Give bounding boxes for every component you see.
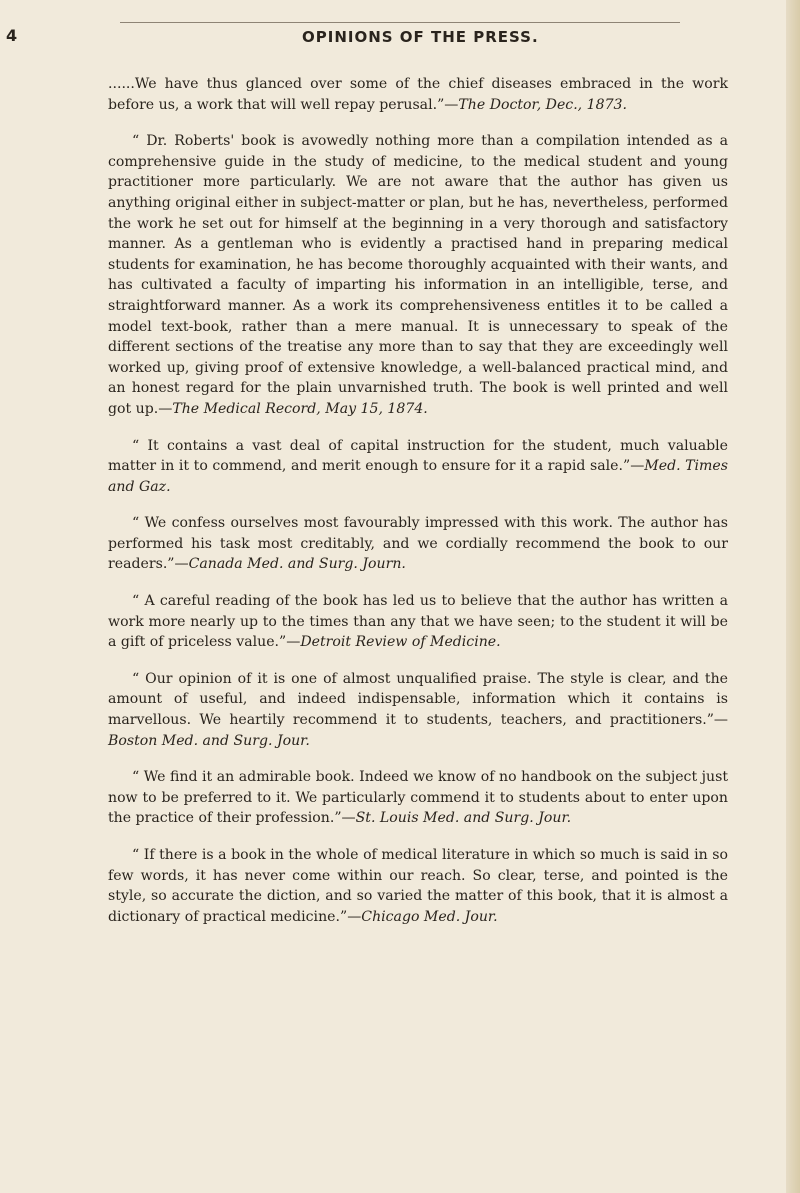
review-entry: ......We have thus glanced over some of the chief diseases embraced in the work before us, a work that will well repay perusal.”—The Doctor, Dec., 1873. — [108, 76, 728, 113]
review-entry: “ It contains a vast deal of capital instruction for the student, much valuable matter in it to commend, and merit enough to ensure for it a rapid sale.”—Med. Times and Gaz. — [108, 437, 728, 495]
review-source: Boston Med. and Surg. Jour. — [108, 732, 310, 749]
review-entry: “ Dr. Roberts' book is avowedly nothing more than a compilation intended as a comprehensive guide in the study of medicine, to the medical student and young practitioner more particularly. We are not aware that the author has given us anything original either in subject-matter or plan, but he has, nevertheless, performed the work he set out for himself at the beginning in a very thorough and satisfactory manner. As a gentleman who is evidently a practised hand in preparing medical students for examination, he has become thoroughly acquainted with their wants, and has cultivated a faculty of imparting his information in an intelligible, terse, and straightforward manner. As a work its comprehensiveness entitles it to be called a model text-book, rather than a mere manual. It is unnecessary to speak of the different sections of the treatise any more than to say that they are exceedingly well worked up, giving proof of extensive knowledge, a well-balanced practical mind, and an honest regard for the plain unvarnished truth. The book is well printed and well got up.—The Medical Record, May 15, 1874. — [108, 133, 728, 417]
reviews-list — [108, 74, 728, 943]
review-entry: “ Our opinion of it is one of almost unqualified praise. The style is clear, and the amount of useful, and indeed indispensable, information which it contains is marvellous. We heartily recommend it to students, teachers, and practitioners.”—Boston Med. and Surg. Jour. — [108, 670, 728, 749]
review-quote: “ We find it an admirable book. Indeed we know of no handbook on the subject just now to be preferred to it. We particularly commend it to students about to enter upon the practice of their profession. — [108, 769, 728, 827]
page-number: 4 — [6, 26, 18, 45]
review-source: Canada Med. and Surg. Journ. — [188, 556, 406, 573]
review-entry: “ We find it an admirable book. Indeed we know of no handbook on the subject just now to be preferred to it. We particularly commend it to students about to enter upon the practice of their profession.”—St. Louis Med. and Surg. Jour. — [108, 769, 728, 827]
header-rule — [120, 22, 680, 23]
review-quote: “ It contains a vast deal of capital instruction for the student, much valuable matter in it to commend, and merit enough to ensure for it a rapid sale. — [108, 437, 728, 475]
review-quote: “ If there is a book in the whole of medical literature in which so much is said in so few words, it has never come within our reach. So clear, terse, and pointed is the style, so accurate the diction, and so varied the matter of this book, that it is almost a dictionary of practical medicine. — [108, 847, 728, 925]
review-entry: “ A careful reading of the book has led us to believe that the author has written a work more nearly up to the times than any that we have seen; to the student it will be a gift of priceless value.”—Detroit Review of Medicine. — [108, 593, 728, 651]
review-quote: “ A careful reading of the book has led us to believe that the author has written a work more nearly up to the times than any that we have seen; to the student it will be a gift of priceless value. — [108, 593, 728, 651]
review-entry: “ If there is a book in the whole of medical literature in which so much is said in so few words, it has never come within our reach. So clear, terse, and pointed is the style, so accurate the diction, and so varied the matter of this book, that it is almost a dictionary of practical medicine.”—Chicago Med. Jour. — [108, 847, 728, 925]
running-head: OPINIONS OF THE PRESS. — [302, 28, 539, 46]
review-source: The Doctor, Dec., 1873. — [458, 96, 627, 113]
page-header — [0, 22, 800, 62]
review-quote: “ Dr. Roberts' book is avowedly nothing more than a compilation intended as a comprehensive guide in the study of medicine, to the medical student and young practitioner more particularly. We are not aware that the author has given us anything original either in subject-matter or plan, but he has, nevertheless, performed the work he set out for himself at the beginning in a very thorough and satisfactory manner. As a gentleman who is evidently a practised hand in preparing medical students for examination, he has become thoroughly acquainted with their wants, and has cultivated a faculty of imparting his information in an intelligible, terse, and straightforward manner. As a work its comprehensiveness entitles it to be called a model text-book, rather than a mere manual. It is unnecessary to speak of the different sections of the treatise any more than to say that they are exceedingly well worked up, giving proof of extensive knowledge, a well-balanced practical mind, and an honest regard for the plain unvarnished truth. The book is well printed and well got up. — [108, 133, 728, 417]
review-quote: “ We confess ourselves most favourably impressed with this work. The author has performed his task most creditably, and we cordially recommend the book to our readers. — [108, 515, 728, 573]
review-entry: “ We confess ourselves most favourably impressed with this work. The author has performed his task most creditably, and we cordially recommend the book to our readers.”—Canada Med. and Surg. Journ. — [108, 515, 728, 573]
review-quote: ......We have thus glanced over some of the chief diseases embraced in the work before us, a work that will well repay perusal. — [108, 76, 728, 113]
review-quote: “ Our opinion of it is one of almost unqualified praise. The style is clear, and the amount of useful, and indeed indispensable, information which it contains is marvellous. We heartily recommend it to students, teachers, and practitioners. — [108, 670, 728, 729]
review-source: Med. Times and Gaz. — [108, 458, 728, 495]
review-source: St. Louis Med. and Surg. Jour. — [355, 810, 572, 827]
review-source: Chicago Med. Jour. — [361, 908, 498, 925]
page-edge — [786, 0, 800, 1193]
review-source: Detroit Review of Medicine. — [300, 634, 501, 651]
review-source: The Medical Record, May 15, 1874. — [172, 400, 428, 417]
